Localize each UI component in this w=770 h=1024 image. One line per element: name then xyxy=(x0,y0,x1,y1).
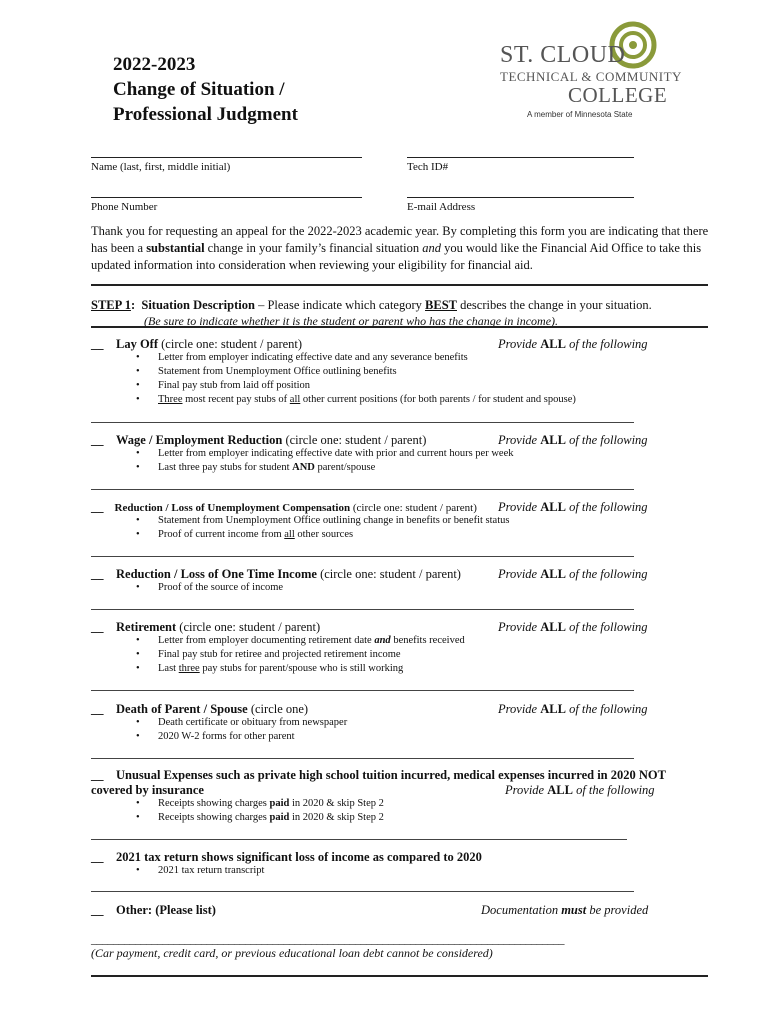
layoff-sub: (circle one: student / parent) xyxy=(158,337,303,351)
name-field[interactable] xyxy=(91,157,362,158)
divider xyxy=(91,489,634,490)
provide-pre: Provide xyxy=(498,620,541,634)
bullet-underline: all xyxy=(289,394,301,405)
bullet-bold: paid xyxy=(269,798,290,809)
intro-paragraph xyxy=(91,223,711,274)
provide-all-onetime xyxy=(498,567,648,582)
step1-desc-b: describes the change in your situation. xyxy=(456,298,652,312)
provide-pre: Provide xyxy=(505,783,548,797)
provide-pre: Provide xyxy=(498,500,541,514)
bullet-text: other current positions (for both parents / for student and spouse) xyxy=(300,394,576,405)
bullet-text: Last three pay stubs for student xyxy=(158,462,293,473)
provide-post: of the following xyxy=(572,783,655,797)
doc-text: be provided xyxy=(586,903,649,917)
intro-text-2: change in your family’s financial situation xyxy=(204,241,423,255)
divider xyxy=(91,284,708,286)
provide-pre: Provide xyxy=(498,337,541,351)
provide-all-retire xyxy=(498,620,648,635)
bullet-text: in 2020 & skip Step 2 xyxy=(289,812,384,823)
bullet-underline: all xyxy=(284,529,295,540)
bullet-underline: three xyxy=(178,663,200,674)
bullet-text: parent/spouse xyxy=(314,462,376,473)
bullet-text: most recent pay stubs of xyxy=(182,394,290,405)
provide-all-wage xyxy=(498,433,648,448)
bullet xyxy=(158,394,576,405)
bullet-bold: paid xyxy=(269,812,290,823)
step1-label: STEP 1 xyxy=(91,298,131,312)
provide-all-death xyxy=(498,702,648,717)
category-other[interactable] xyxy=(91,903,216,918)
bullet: • Letter from employer indicating effective date with prior and current hours per week xyxy=(158,448,514,459)
divider xyxy=(91,326,708,328)
death-sub: (circle one) xyxy=(247,702,309,716)
provide-post: of the following xyxy=(565,620,648,634)
logo-technical: TECHNICAL & COMMUNITY xyxy=(500,69,682,84)
bullet-text: Receipts showing charges xyxy=(158,798,270,809)
bullet xyxy=(158,663,403,674)
provide-all: ALL xyxy=(540,702,566,716)
checkbox-blank[interactable]: __ xyxy=(91,433,104,447)
checkbox-blank[interactable]: __ xyxy=(91,850,104,864)
bullet xyxy=(158,798,384,809)
checkbox-blank[interactable]: __ xyxy=(91,500,104,514)
provide-pre: Provide xyxy=(498,433,541,447)
wage-title: Wage / Employment Reduction xyxy=(116,433,283,447)
bullet xyxy=(158,529,353,540)
doc-must: must xyxy=(561,903,587,917)
bullet: • 2020 W-2 forms for other parent xyxy=(158,731,295,742)
bullet: • 2021 tax return transcript xyxy=(158,865,264,876)
phone-label: Phone Number xyxy=(91,201,158,213)
title-year: 2022-2023 xyxy=(113,54,196,75)
checkbox-blank[interactable]: __ xyxy=(91,620,104,634)
bullet-text: in 2020 & skip Step 2 xyxy=(289,798,384,809)
provide-pre: Provide xyxy=(498,567,541,581)
category-unusual[interactable] xyxy=(91,768,666,783)
divider xyxy=(91,839,627,840)
bullet-bold: AND xyxy=(292,462,315,473)
logo-member-text: A member of Minnesota State xyxy=(527,110,633,119)
form-title xyxy=(113,52,298,127)
provide-all: ALL xyxy=(540,500,566,514)
category-layoff[interactable] xyxy=(91,337,302,352)
intro-text-3: you would like the Financial Aid Office to take this updated information into consideration when reviewing your eligibility for financial aid. xyxy=(91,241,702,272)
category-death[interactable] xyxy=(91,702,308,717)
doc-text: Documentation xyxy=(481,903,562,917)
tech-id-label: Tech ID# xyxy=(407,161,449,173)
bullet: • Statement from Unemployment Office outlining benefits xyxy=(158,366,397,377)
provide-all: ALL xyxy=(547,783,573,797)
tech-id-field[interactable] xyxy=(407,157,634,158)
retire-title: Retirement xyxy=(116,620,177,634)
bullet-text: Proof of current income from xyxy=(158,529,285,540)
bullet xyxy=(158,635,465,646)
step1-note: (Be sure to indicate whether it is the student or parent who has the change in income). xyxy=(144,314,559,328)
email-field[interactable] xyxy=(407,197,634,198)
step1-desc-a: – Please indicate which category xyxy=(254,298,426,312)
provide-pre: Provide xyxy=(498,702,541,716)
logo-st-cloud: ST. CLOUD xyxy=(500,42,626,68)
phone-field[interactable] xyxy=(91,197,362,198)
death-title: Death of Parent / Spouse xyxy=(116,702,248,716)
bullet-bold-italic: and xyxy=(374,635,391,646)
bullet-text: pay stubs for parent/spouse who is still working xyxy=(199,663,404,674)
tax-title: 2021 tax return shows significant loss of income as compared to 2020 xyxy=(116,850,482,864)
bullet-text: benefits received xyxy=(390,635,465,646)
bullet-text: other sources xyxy=(294,529,354,540)
unusual-title-2 xyxy=(91,783,204,798)
layoff-title: Lay Off xyxy=(116,337,159,351)
provide-all: ALL xyxy=(540,567,566,581)
bullet xyxy=(158,462,375,473)
divider xyxy=(91,556,634,557)
retire-sub: (circle one: student / parent) xyxy=(176,620,321,634)
checkbox-blank[interactable]: __ xyxy=(91,768,104,782)
category-retirement[interactable] xyxy=(91,620,320,635)
onetime-title: Reduction / Loss of One Time Income xyxy=(116,567,317,581)
documentation-required xyxy=(481,903,648,918)
bullet: • Final pay stub from laid off position xyxy=(158,380,310,391)
divider xyxy=(91,891,634,892)
unemp-title: Reduction / Loss of Unemployment Compensation xyxy=(114,502,351,514)
divider xyxy=(91,690,634,691)
provide-post: of the following xyxy=(565,500,648,514)
provide-all-unemp xyxy=(498,500,648,515)
unusual-title-2-text: covered by insurance xyxy=(91,783,204,797)
step1-title: Situation Description xyxy=(141,298,255,312)
bullet: • Final pay stub for retiree and projected retirement income xyxy=(158,649,401,660)
bullet-text: Letter from employer documenting retirement date xyxy=(158,635,375,646)
intro-bold: substantial xyxy=(146,241,205,255)
checkbox-blank[interactable]: __ xyxy=(91,903,104,917)
divider xyxy=(91,422,634,423)
bullet: • Proof of the source of income xyxy=(158,582,283,593)
bullet-underline: Three xyxy=(158,394,183,405)
bullet xyxy=(158,812,384,823)
unemp-sub: (circle one: student / parent) xyxy=(350,502,477,514)
onetime-sub: (circle one: student / parent) xyxy=(316,567,461,581)
provide-all: ALL xyxy=(540,337,566,351)
bullet: • Letter from employer indicating effective date and any severance benefits xyxy=(158,352,468,363)
checkbox-blank[interactable]: __ xyxy=(91,337,104,351)
category-wage[interactable] xyxy=(91,433,426,448)
other-title: Other: (Please list) xyxy=(116,903,216,917)
name-label: Name (last, first, middle initial) xyxy=(91,161,231,173)
checkbox-blank[interactable]: __ xyxy=(91,702,104,716)
provide-post: of the following xyxy=(565,433,648,447)
title-line1: Change of Situation / xyxy=(113,79,285,100)
provide-all: ALL xyxy=(540,620,566,634)
email-label: E-mail Address xyxy=(407,201,476,213)
divider xyxy=(91,758,634,759)
bullet: • Statement from Unemployment Office outlining change in benefits or benefit status xyxy=(158,515,509,526)
provide-post: of the following xyxy=(565,337,648,351)
footer-note: (Car payment, credit card, or previous educational loan debt cannot be considered) xyxy=(91,946,493,960)
bullet-text: Receipts showing charges xyxy=(158,812,270,823)
category-tax[interactable] xyxy=(91,850,482,865)
other-input-line[interactable]: ______________________________________________________________________________________ xyxy=(91,932,564,946)
provide-post: of the following xyxy=(565,702,648,716)
provide-all-layoff xyxy=(498,337,648,352)
divider xyxy=(91,975,708,977)
intro-text-1: Thank you for requesting an appeal for the 2022-2023 academic year. By completing this form you are indicating that there has been a xyxy=(91,224,709,255)
category-unemployment[interactable] xyxy=(91,500,477,515)
category-one-time[interactable] xyxy=(91,567,461,582)
intro-italic: and xyxy=(422,241,441,255)
bullet: • Death certificate or obituary from newspaper xyxy=(158,717,347,728)
provide-post: of the following xyxy=(565,567,648,581)
logo-college: COLLEGE xyxy=(568,83,668,107)
checkbox-blank[interactable]: __ xyxy=(91,567,104,581)
provide-all-unusual xyxy=(505,783,655,798)
title-line2: Professional Judgment xyxy=(113,104,298,125)
divider xyxy=(91,609,634,610)
bullet-text: Last xyxy=(158,663,179,674)
step1-heading: STEP 1: Situation Description – Please indicate which category BEST describes the change in your situation. xyxy=(91,298,652,312)
unusual-title-1: Unusual Expenses such as private high school tuition incurred, medical expenses incurred in 2020 NOT xyxy=(116,768,666,782)
step1-best: BEST xyxy=(425,298,457,312)
provide-all: ALL xyxy=(540,433,566,447)
wage-sub: (circle one: student / parent) xyxy=(282,433,427,447)
